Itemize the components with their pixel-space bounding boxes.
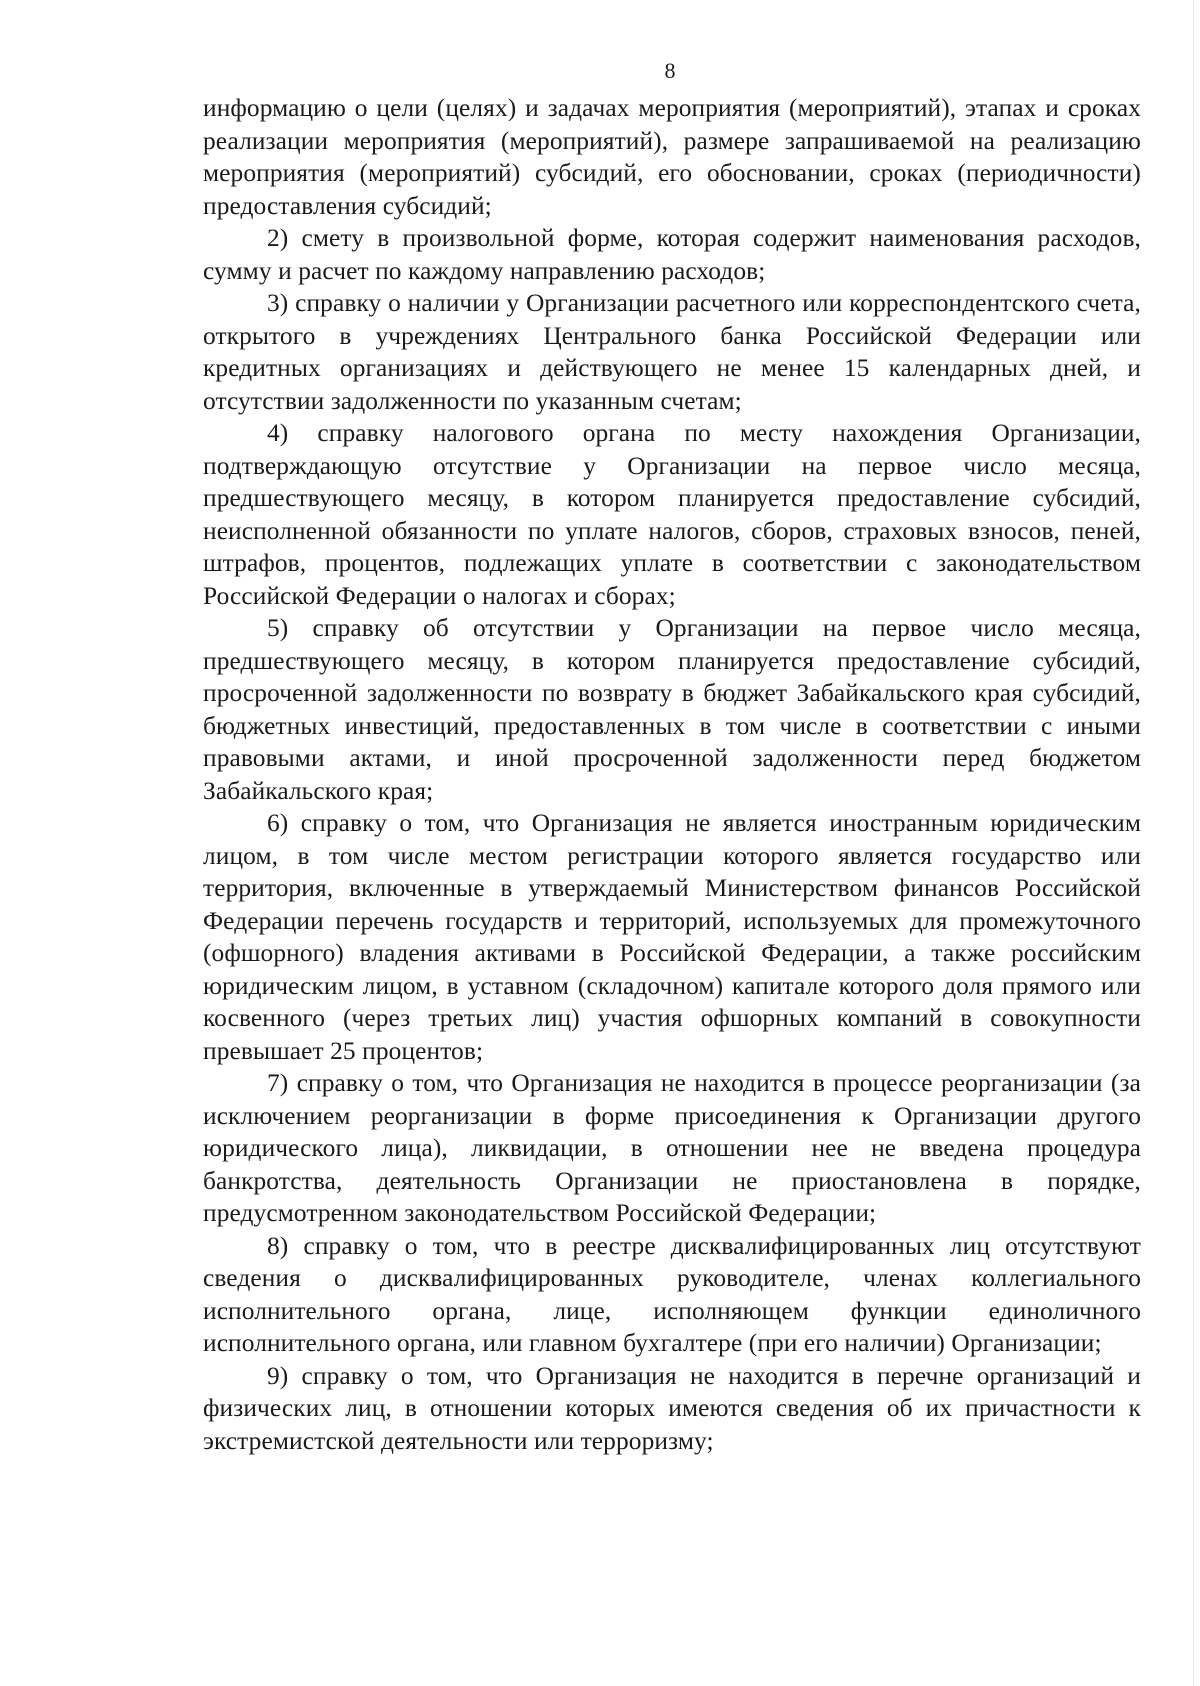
paragraph-item-8: 8) справку о том, что в реестре дисквалифицированных лиц отсутствуют сведения о дисквалифицированных руководителе, членах коллегиального исполнительного органа, лице, исполняющем функции единоличного исполнительного органа, или главном бухгалтере (при его наличии) Организации; xyxy=(203,1231,1141,1357)
paragraph-item-6: 6) справку о том, что Организация не является иностранным юридическим лицом, в том числе местом регистрации которого является государство или территория, включенные в утверждаемый Министерством финансов Российской Федерации перечень государств и территорий, используемых для промежуточного (офшорного) владения активами в Российской Федерации, а также российским юридическим лицом, в уставном (складочном) капитале которого доля прямого или косвенного (через третьих лиц) участия офшорных компаний в совокупности превышает 25 процентов; xyxy=(203,809,1141,1065)
paragraph-continuation: информацию о цели (целях) и задачах мероприятия (мероприятий), этапах и сроках реализации мероприятия (мероприятий), размере запрашиваемой на реализацию мероприятия (мероприятий) субсидий, его обосновании, сроках (периодичности) предоставления субсидий; xyxy=(203,94,1141,220)
paragraph-item-2: 2) смету в произвольной форме, которая содержит наименования расходов, сумму и расчет по каждому направлению расходов; xyxy=(203,224,1141,285)
paragraph-item-3: 3) справку о наличии у Организации расчетного или корреспондентского счета, открытого в учреждениях Центрального банка Российской Федерации или кредитных организациях и действующего не менее 15 календарных дней, и отсутствии задолженности по указанным счетам; xyxy=(203,289,1141,415)
document-body xyxy=(203,92,1141,1457)
paragraph-item-9: 9) справку о том, что Организация не находится в перечне организаций и физических лиц, в отношении которых имеются сведения об их причастности к экстремистской деятельности или терроризму; xyxy=(203,1361,1141,1455)
paragraph-item-7: 7) справку о том, что Организация не находится в процессе реорганизации (за исключением реорганизации в форме присоединения к Организации другого юридического лица), ликвидации, в отношении нее не введена процедура банкротства, деятельность Организации не приостановлена в порядке, предусмотренном законодательством Российской Федерации; xyxy=(203,1069,1141,1227)
paragraph-item-4: 4) справку налогового органа по месту нахождения Организации, подтверждающую отсутствие у Организации на первое число месяца, предшествующего месяцу, в котором планируется предоставление субсидий, неисполненной обязанности по уплате налогов, сборов, страховых взносов, пеней, штрафов, процентов, подлежащих уплате в соответствии с законодательством Российской Федерации о налогах и сборах; xyxy=(203,419,1141,610)
page-number: 8 xyxy=(664,58,676,83)
scan-edge-line xyxy=(1193,0,1194,1686)
paragraph-item-5: 5) справку об отсутствии у Организации на первое число месяца, предшествующего месяцу, в котором планируется предоставление субсидий, просроченной задолженности по возврату в бюджет Забайкальского края субсидий, бюджетных инвестиций, предоставленных в том числе в соответствии с иными правовыми актами, и иной просроченной задолженности перед бюджетом Забайкальского края; xyxy=(203,614,1141,805)
